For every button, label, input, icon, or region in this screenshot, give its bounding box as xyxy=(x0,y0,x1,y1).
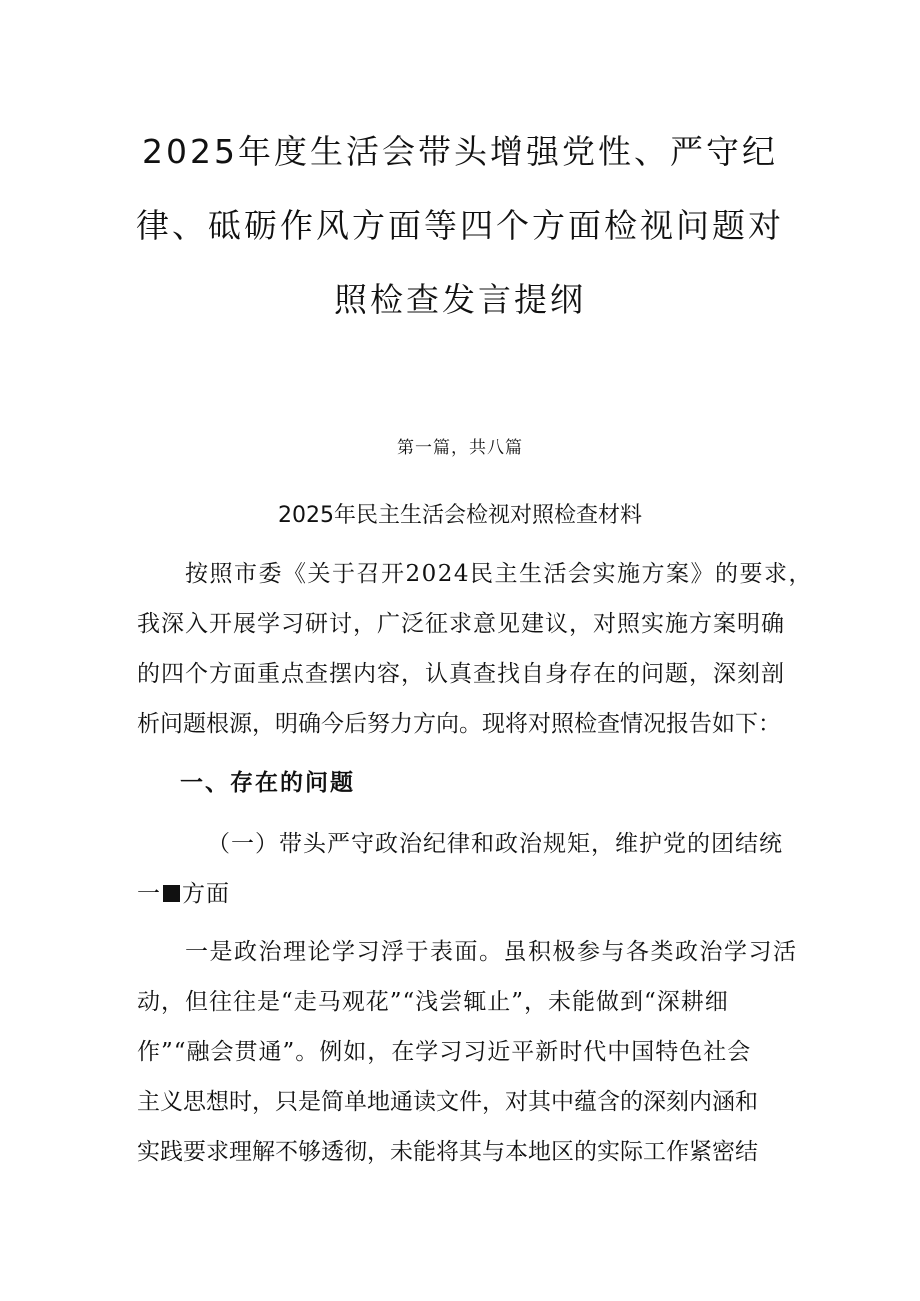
intro-paragraph xyxy=(137,561,814,737)
subsection-heading xyxy=(137,833,797,913)
subsection-line-end: 方面 xyxy=(182,881,230,907)
material-subtitle: 2025年民主生活会检视对照检查材料 xyxy=(278,503,642,528)
body-line: 作”“融会贯通”。例如，在学习习近平新时代中国特色社会 xyxy=(137,1039,752,1065)
intro-line: 析问题根源，明确今后努力方向。现将对照检查情况报告如下： xyxy=(137,711,781,737)
part-label: 第一篇，共八篇 xyxy=(397,438,523,458)
body-line: 一是政治理论学习浮于表面。虽积极参与各类政治学习活 xyxy=(185,939,798,965)
black-square-icon xyxy=(163,885,180,902)
document-title-line-3: 照检查发言提纲 xyxy=(334,280,586,319)
subsection-line-start: 一 xyxy=(137,881,161,907)
document-title-line-1: 2025年度生活会带头增强党性、严守纪 xyxy=(142,132,778,171)
subsection-line: （一）带头严守政治纪律和政治规矩，维护党的团结统 xyxy=(207,831,783,857)
subsection-line-2 xyxy=(137,883,230,906)
intro-line: 的四个方面重点查摆内容，认真查找自身存在的问题，深刻剖 xyxy=(137,661,785,687)
section-heading: 一、存在的问题 xyxy=(180,769,355,796)
intro-line: 按照市委《关于召开2024民主生活会实施方案》的要求， xyxy=(185,561,814,587)
body-line: 主义思想时，只是简单地通读文件，对其中蕴含的深刻内涵和 xyxy=(137,1089,758,1115)
document-title-line-2: 律、砥砺作风方面等四个方面检视问题对 xyxy=(136,206,784,245)
body-paragraph xyxy=(137,941,797,1171)
body-line: 动，但往往是“走马观花”“浅尝辄止”，未能做到“深耕细 xyxy=(137,989,729,1015)
body-line: 实践要求理解不够透彻，未能将其与本地区的实际工作紧密结 xyxy=(137,1139,758,1165)
intro-line: 我深入开展学习研讨，广泛征求意见建议，对照实施方案明确 xyxy=(137,611,785,637)
